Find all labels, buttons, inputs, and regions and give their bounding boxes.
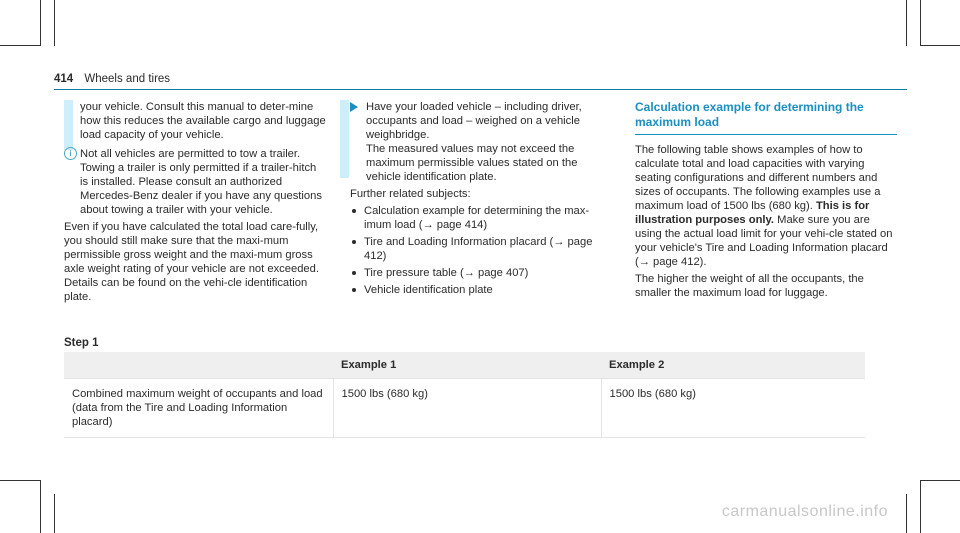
- crop-mark: [40, 480, 41, 533]
- crop-mark: [0, 480, 41, 481]
- bullet-icon: [352, 288, 356, 292]
- related-item-text: Tire and Loading Information placard (→ page 412): [364, 236, 593, 262]
- related-list: [350, 204, 612, 297]
- related-item-text: Vehicle identification plate: [364, 284, 493, 296]
- related-item[interactable]: [350, 283, 612, 297]
- column-left: [64, 100, 326, 307]
- bullet-icon: [352, 209, 356, 213]
- table-header: Example 2: [601, 352, 865, 379]
- related-item[interactable]: [350, 266, 612, 280]
- table-header: [64, 352, 333, 379]
- related-item-text: Calculation example for determining the max-imum load (→ page 414): [364, 205, 590, 231]
- table-cell: Combined maximum weight of occupants and load (data from the Tire and Loading Information placard): [64, 379, 333, 438]
- section-title: Wheels and tires: [84, 73, 171, 85]
- page-header: [54, 72, 170, 86]
- explanation-text: The following table shows examples of how to calculate total and load capacities with varying seating configurations and different numbers and sizes of occupants. The following examples use a maximum load of 1500 lbs (680 kg).: [635, 144, 881, 212]
- step-text: Have your loaded vehicle – including driver, occupants and load – weighed on a vehicle weighbridge.: [366, 101, 582, 141]
- section-divider: [635, 134, 897, 135]
- crop-mark: [906, 0, 907, 46]
- crop-mark: [54, 0, 55, 46]
- crop-mark: [40, 0, 41, 46]
- step-bar: [340, 100, 349, 178]
- related-label: Further related subjects:: [350, 188, 471, 200]
- explanation-text-cont: Make sure you are using the actual load limit for your vehi-cle stated on your vehicle's Tire and Loading Information placard (→ page 412).: [635, 214, 893, 268]
- column-right: [635, 100, 897, 303]
- section-heading: Calculation example for determining the maximum load: [635, 100, 864, 129]
- crop-mark: [920, 0, 921, 46]
- crop-mark: [920, 480, 960, 481]
- crop-mark: [54, 494, 55, 533]
- action-triangle-icon: [350, 102, 358, 112]
- crop-mark: [920, 45, 960, 46]
- column-middle: [350, 100, 612, 300]
- related-item[interactable]: [350, 235, 612, 263]
- watermark: carmanualsonline.info: [721, 503, 888, 520]
- crop-mark: [906, 494, 907, 533]
- table-row: [64, 379, 865, 438]
- table-cell: 1500 lbs (680 kg): [333, 379, 601, 438]
- step-note: The measured values may not exceed the maximum permissible values stated on the vehicle identification plate.: [366, 143, 578, 183]
- example-table: [64, 352, 865, 438]
- action-step: [350, 100, 612, 184]
- header-divider: [54, 89, 907, 90]
- step-label: Step 1: [64, 337, 99, 349]
- weight-paragraph: The higher the weight of all the occupants, the smaller the maximum load for luggage.: [635, 273, 864, 299]
- info-circle-icon: i: [64, 147, 77, 160]
- crop-mark: [920, 480, 921, 533]
- bullet-icon: [352, 240, 356, 244]
- table-header: Example 1: [333, 352, 601, 379]
- related-item[interactable]: [350, 204, 612, 232]
- note-text: Not all vehicles are permitted to tow a trailer. Towing a trailer is only permitted if a trailer-hitch is installed. Please consult an authorized Mercedes-Benz dealer if you have any questions about towing a trailer with your vehicle.: [80, 148, 322, 216]
- page-number: 414: [54, 73, 74, 85]
- emphasis-text: This is for illustration purposes only.: [635, 200, 870, 226]
- body-paragraph: Even if you have calculated the total load care-fully, you should still make sure that the maxi-mum permissible gross weight and the maxi-mum gross axle weight rating of your vehicle are not exceeded. Details can be found on the vehi-cle identification plate.: [64, 221, 319, 303]
- intro-paragraph: your vehicle. Consult this manual to deter-mine how this reduces the available cargo and luggage load capacity of your vehicle.: [80, 101, 326, 141]
- note-block: [64, 147, 326, 217]
- explanation-paragraph: [635, 143, 897, 269]
- bullet-icon: [352, 271, 356, 275]
- table-header-row: [64, 352, 865, 379]
- crop-mark: [0, 45, 41, 46]
- related-item-text: Tire pressure table (→ page 407): [364, 267, 529, 279]
- table-cell: 1500 lbs (680 kg): [601, 379, 865, 438]
